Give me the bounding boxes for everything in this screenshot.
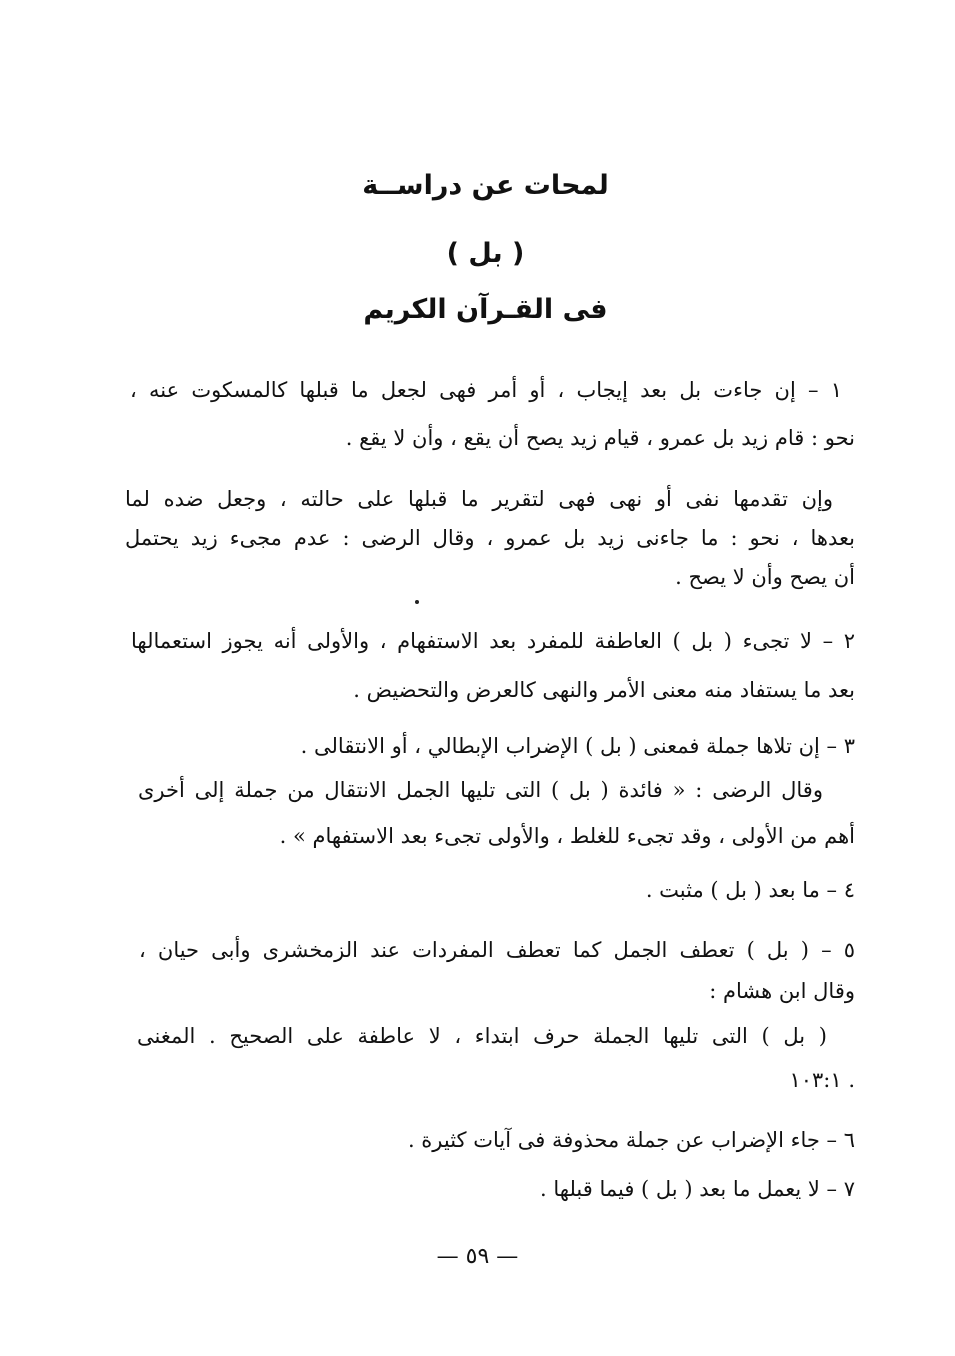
title-line-1: لمحات عن دراســة [362,170,609,201]
item-4-line-1: ٤ – ما بعد ( بل ) مثبت . [645,878,855,902]
item-1-line-2: نحو : قام زيد بل عمرو ، قيام زيد يصح أن يقع ، وأن لا يقع . [345,426,855,450]
item-5-quote-line-1: ( بل ) التى تليها الجملة حرف ابتداء ، لا عاطفة على الصحيح . المغنى [137,1024,827,1048]
item-3-line-3: أهم من الأولى ، وقد تجىء للغلط ، والأولى تجىء بعد الاستفهام » . [279,824,855,848]
item-1-line-1: ١ – إن جاءت بل بعد إيجاب ، أو أمر فهى لجعل ما قبلها كالمسكوت عنه ، [130,378,842,402]
stray-dot-mark [415,600,419,604]
item-3-line-2: وقال الرضى : « فائدة ( بل ) التى تليها الجمل الانتقال من جملة إلى أخرى [138,778,823,802]
item-2-line-1: ٢ – لا تجىء ( بل ) العاطفة للمفرد بعد الاستفهام ، والأولى أنه يجوز استعمالها [131,629,855,653]
item-7-line-1: ٧ – لا يعمل ما بعد ( بل ) فيما قبلها . [540,1177,855,1201]
page-number: — ٥٩ — [436,1244,519,1269]
item-2-line-2: بعد ما يستفاد منه معنى الأمر والنهى كالعرض والتحضيض . [353,678,855,702]
item-6-line-1: ٦ – جاء الإضراب عن جملة محذوفة فى آيات كثيرة . [407,1128,855,1152]
title-line-2: ( بل ) [446,238,525,269]
item-1b-line-2: بعدها ، نحو : ما جاءنى زيد بل عمرو ، وقال الرضى : عدم مجىء زيد يحتمل [125,526,855,550]
item-1b-line-3: أن يصح وأن لا يصح . [675,565,855,589]
item-5-line-2: وقال ابن هشام : [709,979,855,1003]
title-line-3: فى القـرآن الكريم [363,294,608,325]
item-5-quote-line-2: ١٠٣:١ . [789,1068,855,1092]
item-5-line-1: ٥ – ( بل ) تعطف الجمل كما تعطف المفردات عند الزمخشرى وأبى حيان ، [139,938,855,962]
item-3-line-1: ٣ – إن تلاها جملة فمعنى ( بل ) الإضراب الإبطالي ، أو الانتقالى . [300,734,855,758]
item-1b-line-1: وإن تقدمها نفى أو نهى فهى لتقرير ما قبلها على حالته ، وجعل ضده لما [125,487,833,511]
